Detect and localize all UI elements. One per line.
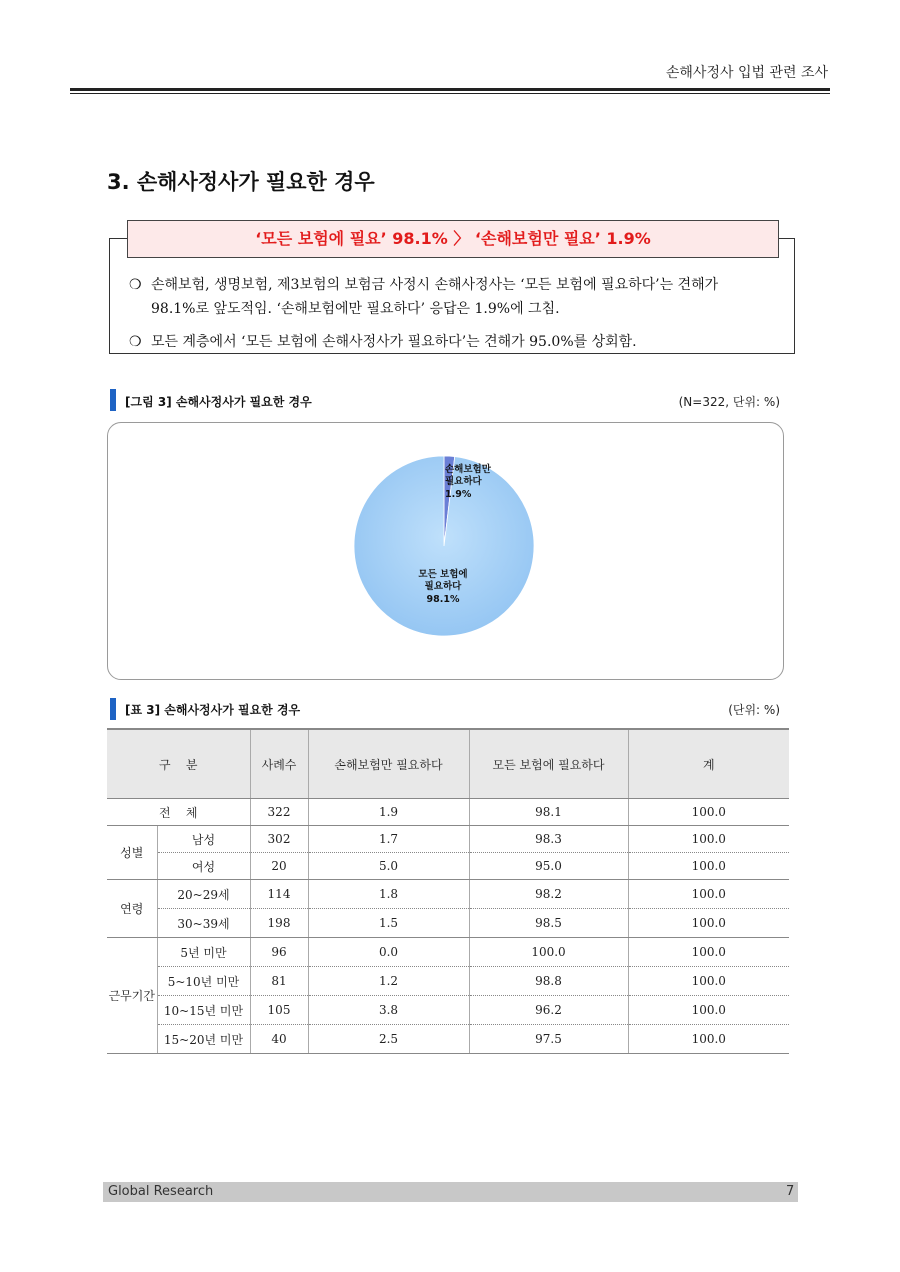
table-row <box>107 938 789 967</box>
row-label: 20~29세 <box>157 880 250 909</box>
slice-label-small-1: 손해보험만 <box>445 464 491 475</box>
cell-all: 98.3 <box>469 826 628 853</box>
table-row <box>107 826 789 853</box>
cell-total: 100.0 <box>628 938 789 967</box>
cell-n: 302 <box>250 826 308 853</box>
cell-all: 98.2 <box>469 880 628 909</box>
cell-nonlife: 2.5 <box>308 1025 469 1054</box>
header-category: 구 분 <box>107 729 250 799</box>
cell-nonlife: 3.8 <box>308 996 469 1025</box>
cell-total: 100.0 <box>628 826 789 853</box>
row-label: 여성 <box>157 853 250 880</box>
row-label: 10~15년 미만 <box>157 996 250 1025</box>
figure-caption: [그림 3] 손해사정사가 필요한 경우 <box>125 395 312 409</box>
summary-bullet-2 <box>129 330 789 354</box>
cell-n: 198 <box>250 909 308 938</box>
table-row <box>107 853 789 880</box>
header-all-insurance: 모든 보험에 필요하다 <box>469 729 628 799</box>
cell-nonlife: 1.7 <box>308 826 469 853</box>
group-label: 연령 <box>107 880 157 938</box>
cell-all: 96.2 <box>469 996 628 1025</box>
cell-nonlife: 0.0 <box>308 938 469 967</box>
row-label: 5~10년 미만 <box>157 967 250 996</box>
slice-value-small: 1.9% <box>445 489 472 500</box>
section-title: 3. 손해사정사가 필요한 경우 <box>107 170 375 194</box>
cell-nonlife: 1.8 <box>308 880 469 909</box>
figure-note: (N=322, 단위: %) <box>678 395 780 409</box>
cell-nonlife: 1.2 <box>308 967 469 996</box>
cell-all: 98.5 <box>469 909 628 938</box>
table-note: (단위: %) <box>728 703 780 717</box>
bullet-1-line-1: 손해보험, 생명보험, 제3보험의 보험금 사정시 손해사정사는 ‘모든 보험에 필요하다’는 견해가 <box>151 277 719 293</box>
summary-banner: ‘모든 보험에 필요’ 98.1% 〉 ‘손해보험만 필요’ 1.9% <box>127 220 779 258</box>
cell-all: 95.0 <box>469 853 628 880</box>
cell-total: 100.0 <box>628 1025 789 1054</box>
group-label: 근무기간 <box>107 938 157 1054</box>
cell-nonlife: 1.9 <box>308 799 469 826</box>
results-table <box>107 728 789 1054</box>
bullet-1-line-2: 98.1%로 앞도적임. ‘손해보험에만 필요하다’ 응답은 1.9%에 그침. <box>151 301 560 317</box>
row-label: 남성 <box>157 826 250 853</box>
cell-all: 98.1 <box>469 799 628 826</box>
table-caption: [표 3] 손해사정사가 필요한 경우 <box>125 703 301 717</box>
slice-label-small-2: 필요하다 <box>445 476 482 487</box>
pie-slice-2 <box>354 456 534 636</box>
cell-n: 20 <box>250 853 308 880</box>
cell-n: 105 <box>250 996 308 1025</box>
row-label: 5년 미만 <box>157 938 250 967</box>
cell-n: 96 <box>250 938 308 967</box>
cell-all: 98.8 <box>469 967 628 996</box>
cell-all: 100.0 <box>469 938 628 967</box>
header-rule <box>70 88 830 91</box>
table-row <box>107 909 789 938</box>
cell-n: 81 <box>250 967 308 996</box>
cell-all: 97.5 <box>469 1025 628 1054</box>
caption-marker <box>110 389 116 411</box>
pie-chart <box>107 422 784 680</box>
cell-nonlife: 5.0 <box>308 853 469 880</box>
header-count: 사례수 <box>250 729 308 799</box>
caption-marker <box>110 698 116 720</box>
table-row <box>107 880 789 909</box>
table-row <box>107 996 789 1025</box>
row-label: 전 체 <box>107 799 250 826</box>
header-rule-thin <box>70 93 830 94</box>
group-label: 성별 <box>107 826 157 880</box>
cell-n: 322 <box>250 799 308 826</box>
table-row <box>107 967 789 996</box>
bullet-icon: ❍ <box>129 334 142 350</box>
running-header: 손해사정사 입법 관련 조사 <box>665 65 828 81</box>
table-row <box>107 1025 789 1054</box>
page-number: 7 <box>786 1184 795 1199</box>
footer-publisher: Global Research <box>108 1184 214 1199</box>
row-label: 15~20년 미만 <box>157 1025 250 1054</box>
bullet-2-text: 모든 계층에서 ‘모든 보험에 손해사정사가 필요하다’는 견해가 95.0%를 상회함. <box>151 334 637 350</box>
table-row-total <box>107 799 789 826</box>
cell-n: 40 <box>250 1025 308 1054</box>
cell-nonlife: 1.5 <box>308 909 469 938</box>
row-label: 30~39세 <box>157 909 250 938</box>
summary-bullet-1 <box>129 273 789 321</box>
header-total: 계 <box>628 729 789 799</box>
table-header-row <box>107 729 789 799</box>
cell-total: 100.0 <box>628 996 789 1025</box>
bullet-icon: ❍ <box>129 277 142 293</box>
slice-value-large: 98.1% <box>426 594 460 605</box>
cell-total: 100.0 <box>628 799 789 826</box>
cell-n: 114 <box>250 880 308 909</box>
slice-label-large-1: 모든 보험에 <box>418 569 468 580</box>
slice-label-large-2: 필요하다 <box>424 581 462 592</box>
cell-total: 100.0 <box>628 967 789 996</box>
header-nonlife-only: 손해보험만 필요하다 <box>308 729 469 799</box>
cell-total: 100.0 <box>628 853 789 880</box>
cell-total: 100.0 <box>628 909 789 938</box>
cell-total: 100.0 <box>628 880 789 909</box>
